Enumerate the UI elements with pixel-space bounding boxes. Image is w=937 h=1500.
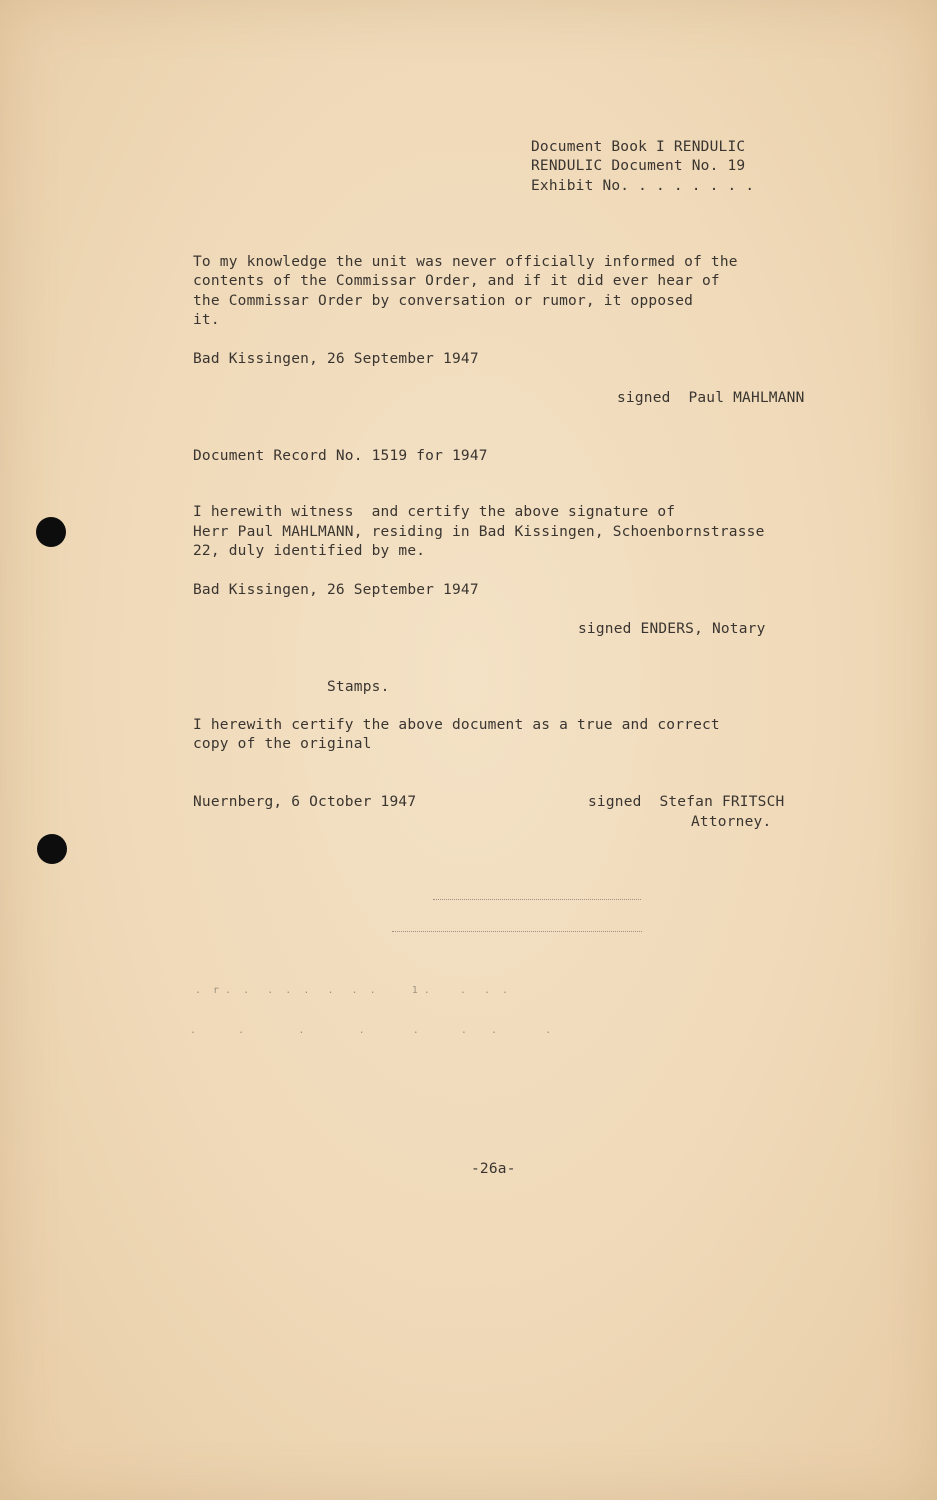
page-number: -26a-	[471, 1161, 516, 1177]
attorney-signature: signed Stefan FRITSCH	[588, 794, 785, 810]
punch-hole-lower	[37, 834, 67, 864]
record-title: Document Record No. 1519 for 1947	[193, 448, 488, 464]
header-document-number: RENDULIC Document No. 19	[531, 158, 746, 174]
statement-line-2: contents of the Commissar Order, and if it did ever hear of	[193, 273, 720, 289]
certification-line-2: copy of the original	[193, 736, 372, 752]
statement-line-1: To my knowledge the unit was never officially informed of the	[193, 254, 738, 270]
bleed-through-marks: . . . . . . . .	[190, 1025, 552, 1036]
record-line-1: I herewith witness and certify the above signature of	[193, 504, 676, 520]
stamps-note: Stamps.	[327, 679, 390, 695]
statement-line-3: the Commissar Order by conversation or rumor, it opposed	[193, 293, 694, 309]
statement-signature: signed Paul MAHLMANN	[617, 390, 805, 406]
bleed-through-marks: . r . . . . . . . . 1 . . . .	[195, 985, 509, 996]
statement-place-date: Bad Kissingen, 26 September 1947	[193, 351, 479, 367]
bleed-through-rule	[433, 899, 641, 900]
attorney-title: Attorney.	[691, 814, 772, 830]
notary-signature: signed ENDERS, Notary	[578, 621, 766, 637]
record-place-date: Bad Kissingen, 26 September 1947	[193, 582, 479, 598]
record-line-3: 22, duly identified by me.	[193, 543, 426, 559]
header-document-book: Document Book I RENDULIC	[531, 139, 746, 155]
record-line-2: Herr Paul MAHLMANN, residing in Bad Kissingen, Schoenbornstrasse	[193, 524, 765, 540]
bleed-through-rule	[392, 931, 642, 932]
header-exhibit-number: Exhibit No. . . . . . . .	[531, 178, 755, 194]
certification-line-1: I herewith certify the above document as a true and correct	[193, 717, 720, 733]
statement-line-4: it.	[193, 312, 220, 328]
certification-place-date: Nuernberg, 6 October 1947	[193, 794, 417, 810]
punch-hole-upper	[36, 517, 66, 547]
